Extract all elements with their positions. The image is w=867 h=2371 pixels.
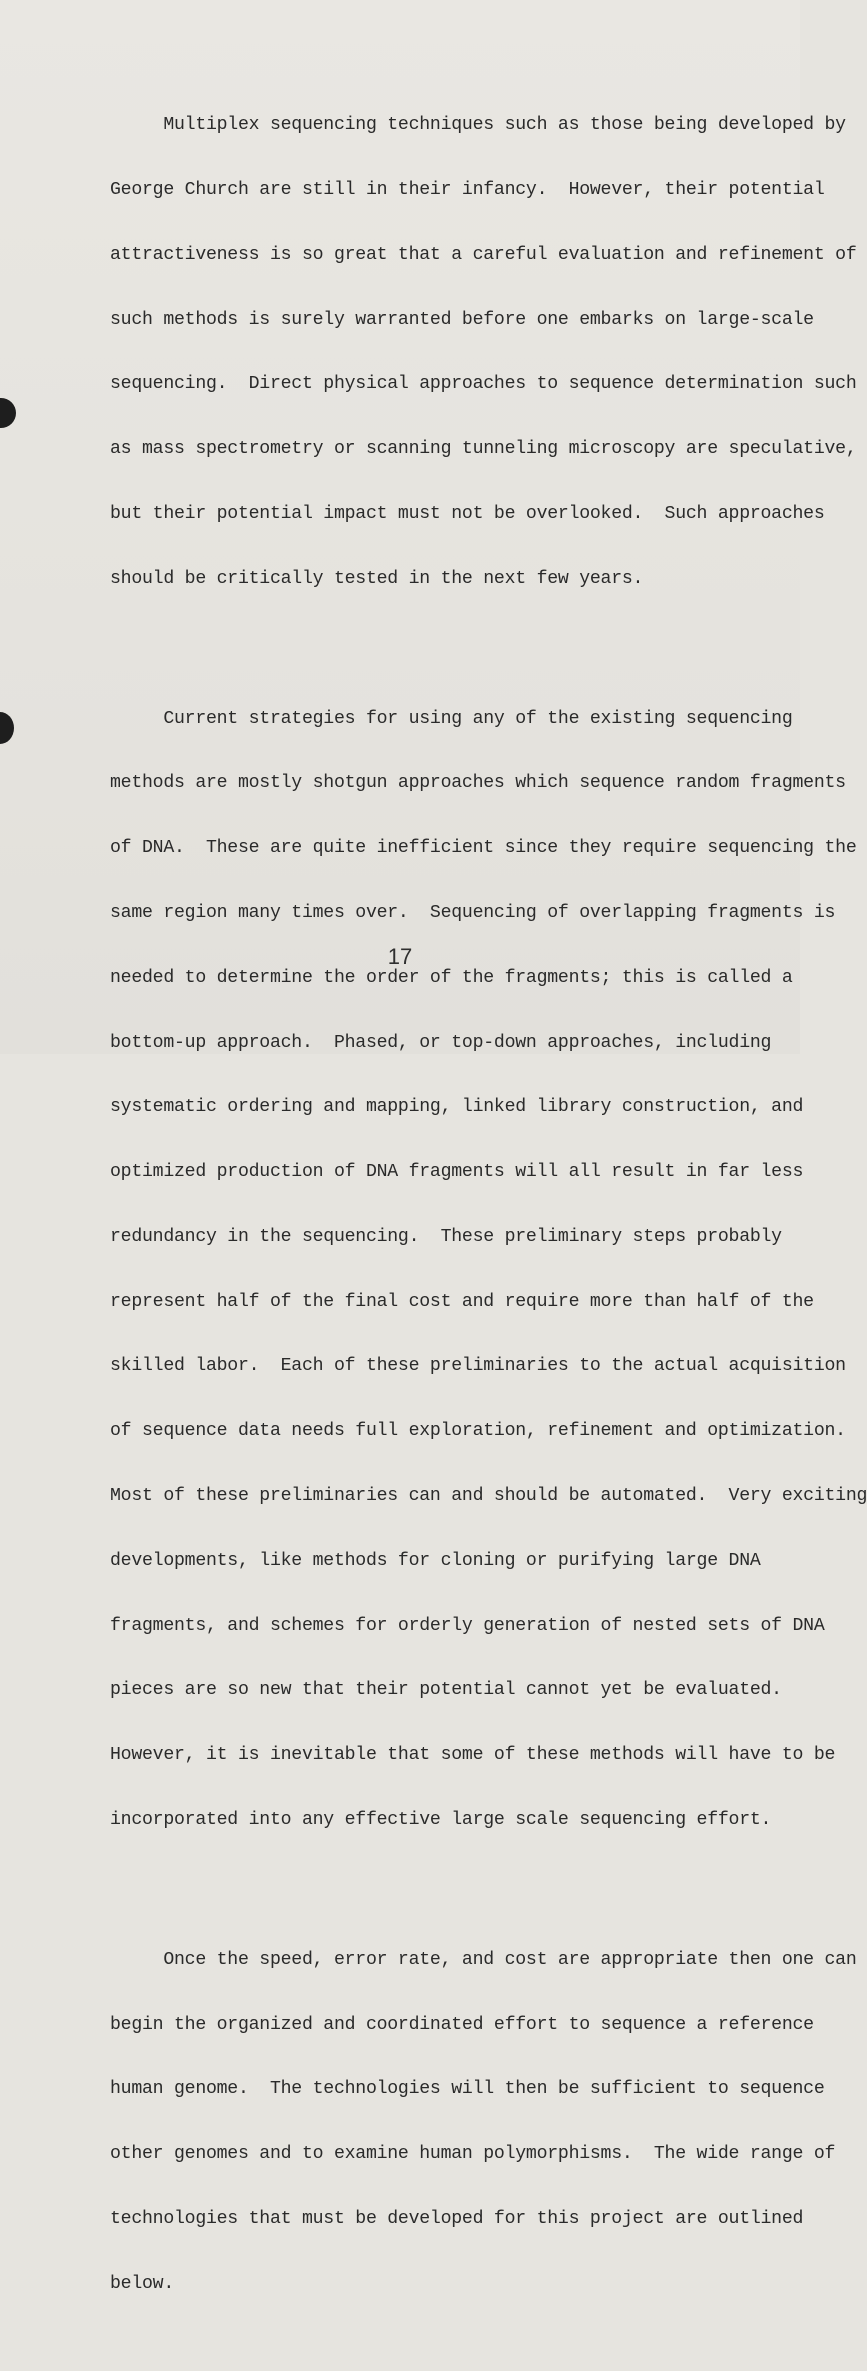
text-line: optimized production of DNA fragments will all result in far less xyxy=(110,1162,804,1183)
text-line: methods are mostly shotgun approaches which sequence random fragments xyxy=(110,773,846,794)
text-line: but their potential impact must not be overlooked. Such approaches xyxy=(110,503,825,524)
text-line: systematic ordering and mapping, linked library construction, and xyxy=(110,1097,804,1118)
text-line: redundancy in the sequencing. These preliminary steps probably xyxy=(110,1226,782,1247)
text-line: Multiplex sequencing techniques such as those being developed by xyxy=(110,115,846,136)
text-line: Once the speed, error rate, and cost are appropriate then one can xyxy=(110,1949,857,1970)
text-line: of DNA. These are quite inefficient since they require sequencing the xyxy=(110,838,857,859)
text-line: However, it is inevitable that some of these methods will have to be xyxy=(110,1745,836,1766)
page-number: 17 xyxy=(387,944,413,969)
body-text xyxy=(110,72,867,2371)
text-line: Current strategies for using any of the existing sequencing xyxy=(110,708,793,729)
text-line: human genome. The technologies will then be sufficient to sequence xyxy=(110,2079,825,2100)
text-line: should be critically tested in the next few years. xyxy=(110,568,644,589)
text-line: technologies that must be developed for this project are outlined xyxy=(110,2209,804,2229)
text-line: other genomes and to examine human polymorphisms. The wide range of xyxy=(110,2144,836,2165)
text-line: incorporated into any effective large scale sequencing effort. xyxy=(110,1809,772,1830)
text-line: bottom-up approach. Phased, or top-down approaches, including xyxy=(110,1032,772,1053)
text-line: needed to determine the order of the fragments; this is called a xyxy=(110,967,793,988)
paragraph-once-the-speed xyxy=(110,1907,857,2339)
text-line: begin the organized and coordinated effort to sequence a reference xyxy=(110,2014,814,2035)
text-line: same region many times over. Sequencing of overlapping fragments is xyxy=(110,902,836,923)
text-line: pieces are so new that their potential cannot yet be evaluated. xyxy=(110,1680,782,1701)
text-line: Most of these preliminaries can and should be automated. Very exciting xyxy=(110,1486,867,1506)
text-line: fragments, and schemes for orderly generation of nested sets of DNA xyxy=(110,1615,825,1636)
text-line: developments, like methods for cloning or purifying large DNA xyxy=(110,1550,761,1571)
text-line: skilled labor. Each of these preliminaries to the actual acquisition xyxy=(110,1356,846,1377)
binder-hole xyxy=(0,712,14,744)
text-line: attractiveness is so great that a careful evaluation and refinement of xyxy=(110,244,857,265)
text-line: as mass spectrometry or scanning tunneling microscopy are speculative, xyxy=(110,439,857,460)
text-line: George Church are still in their infancy. However, their potential xyxy=(110,179,825,200)
text-line: of sequence data needs full exploration, refinement and optimization. xyxy=(110,1421,846,1442)
text-line: such methods is surely warranted before one embarks on large-scale xyxy=(110,309,814,330)
binder-hole xyxy=(0,398,16,428)
text-line: sequencing. Direct physical approaches to sequence determination such xyxy=(110,374,857,395)
text-line: represent half of the final cost and require more than half of the xyxy=(110,1291,814,1312)
paragraph-multiplex-sequencing xyxy=(110,72,857,633)
text-line: below. xyxy=(110,2273,174,2294)
paragraph-current-strategies xyxy=(110,665,867,1874)
